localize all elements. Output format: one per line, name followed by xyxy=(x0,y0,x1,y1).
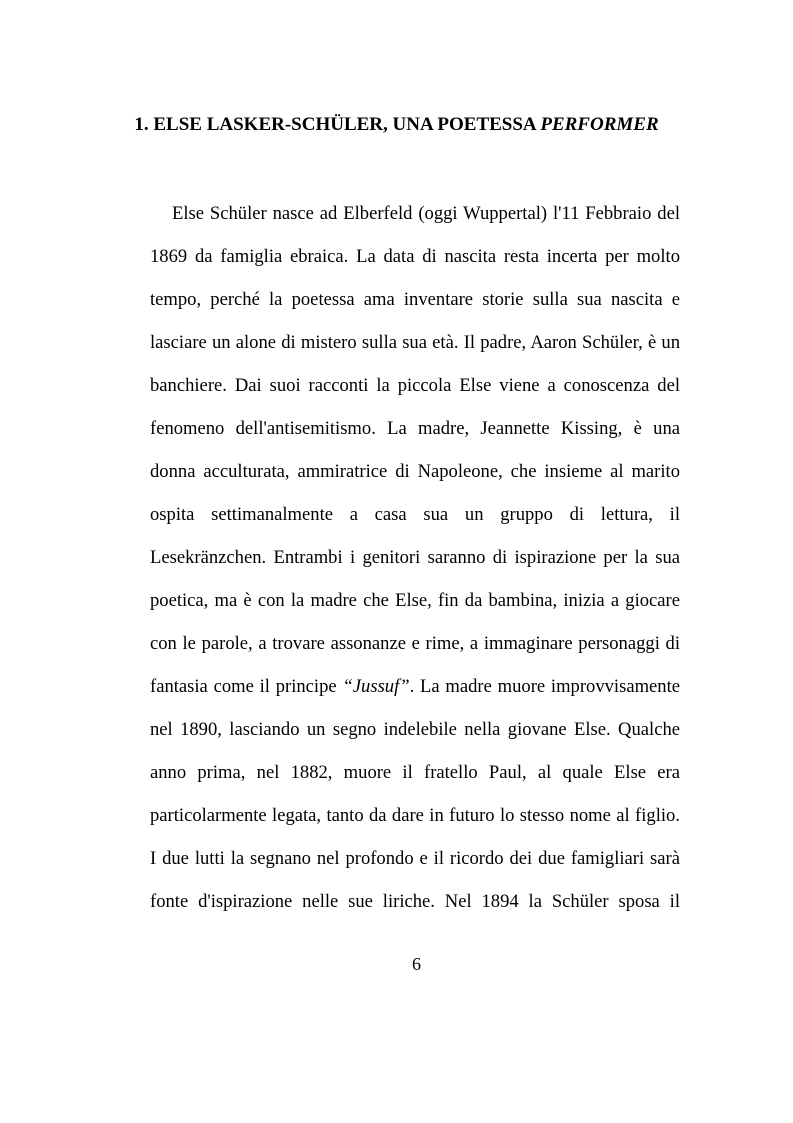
body-paragraph xyxy=(150,194,680,925)
text-line: anno prima, nel 1882, muore il fratello Paul, al quale Else era xyxy=(150,762,680,783)
text-line: Lesekränzchen. Entrambi i genitori saranno di ispirazione per la sua xyxy=(150,547,680,568)
text-line: particolarmente legata, tanto da dare in futuro lo stesso nome al figlio. xyxy=(150,805,680,826)
text-line: con le parole, a trovare assonanze e rime, a immaginare personaggi di xyxy=(150,633,680,654)
text-line: fonte d'ispirazione nelle sue liriche. Nel 1894 la Schüler sposa il xyxy=(150,891,680,912)
text-line: lasciare un alone di mistero sulla sua età. Il padre, Aaron Schüler, è un xyxy=(150,332,680,353)
text-line: ospita settimanalmente a casa sua un gruppo di lettura, il xyxy=(150,504,680,525)
chapter-number: 1. xyxy=(134,114,149,135)
text-line: poetica, ma è con la madre che Else, fin da bambina, inizia a giocare xyxy=(150,590,680,611)
text-line xyxy=(150,667,680,710)
text-line: fenomeno dell'antisemitismo. La madre, Jeannette Kissing, è una xyxy=(150,418,680,439)
italic-name: “Jussuf” xyxy=(342,676,410,697)
chapter-title xyxy=(0,113,793,137)
text-line: Else Schüler nasce ad Elberfeld (oggi Wuppertal) l'11 Febbraio del xyxy=(172,203,680,224)
text-line: donna acculturata, ammiratrice di Napoleone, che insieme al marito xyxy=(150,461,680,482)
page-number: 6 xyxy=(412,954,421,974)
text-segment: . La madre muore improvvisamente xyxy=(409,676,681,697)
chapter-title-main: ELSE LASKER-SCHÜLER, UNA POETESSA xyxy=(153,114,536,135)
text-line: I due lutti la segnano nel profondo e il ricordo dei due famigliari sarà xyxy=(150,848,680,869)
text-line: tempo, perché la poetessa ama inventare storie sulla sua nascita e xyxy=(150,289,680,310)
text-segment: fantasia come il principe xyxy=(150,676,337,697)
text-line: banchiere. Dai suoi racconti la piccola Else viene a conoscenza del xyxy=(150,375,680,396)
chapter-title-emphasis: PERFORMER xyxy=(540,114,659,135)
text-line: nel 1890, lasciando un segno indelebile nella giovane Else. Qualche xyxy=(150,719,680,740)
text-line: 1869 da famiglia ebraica. La data di nascita resta incerta per molto xyxy=(150,246,680,267)
